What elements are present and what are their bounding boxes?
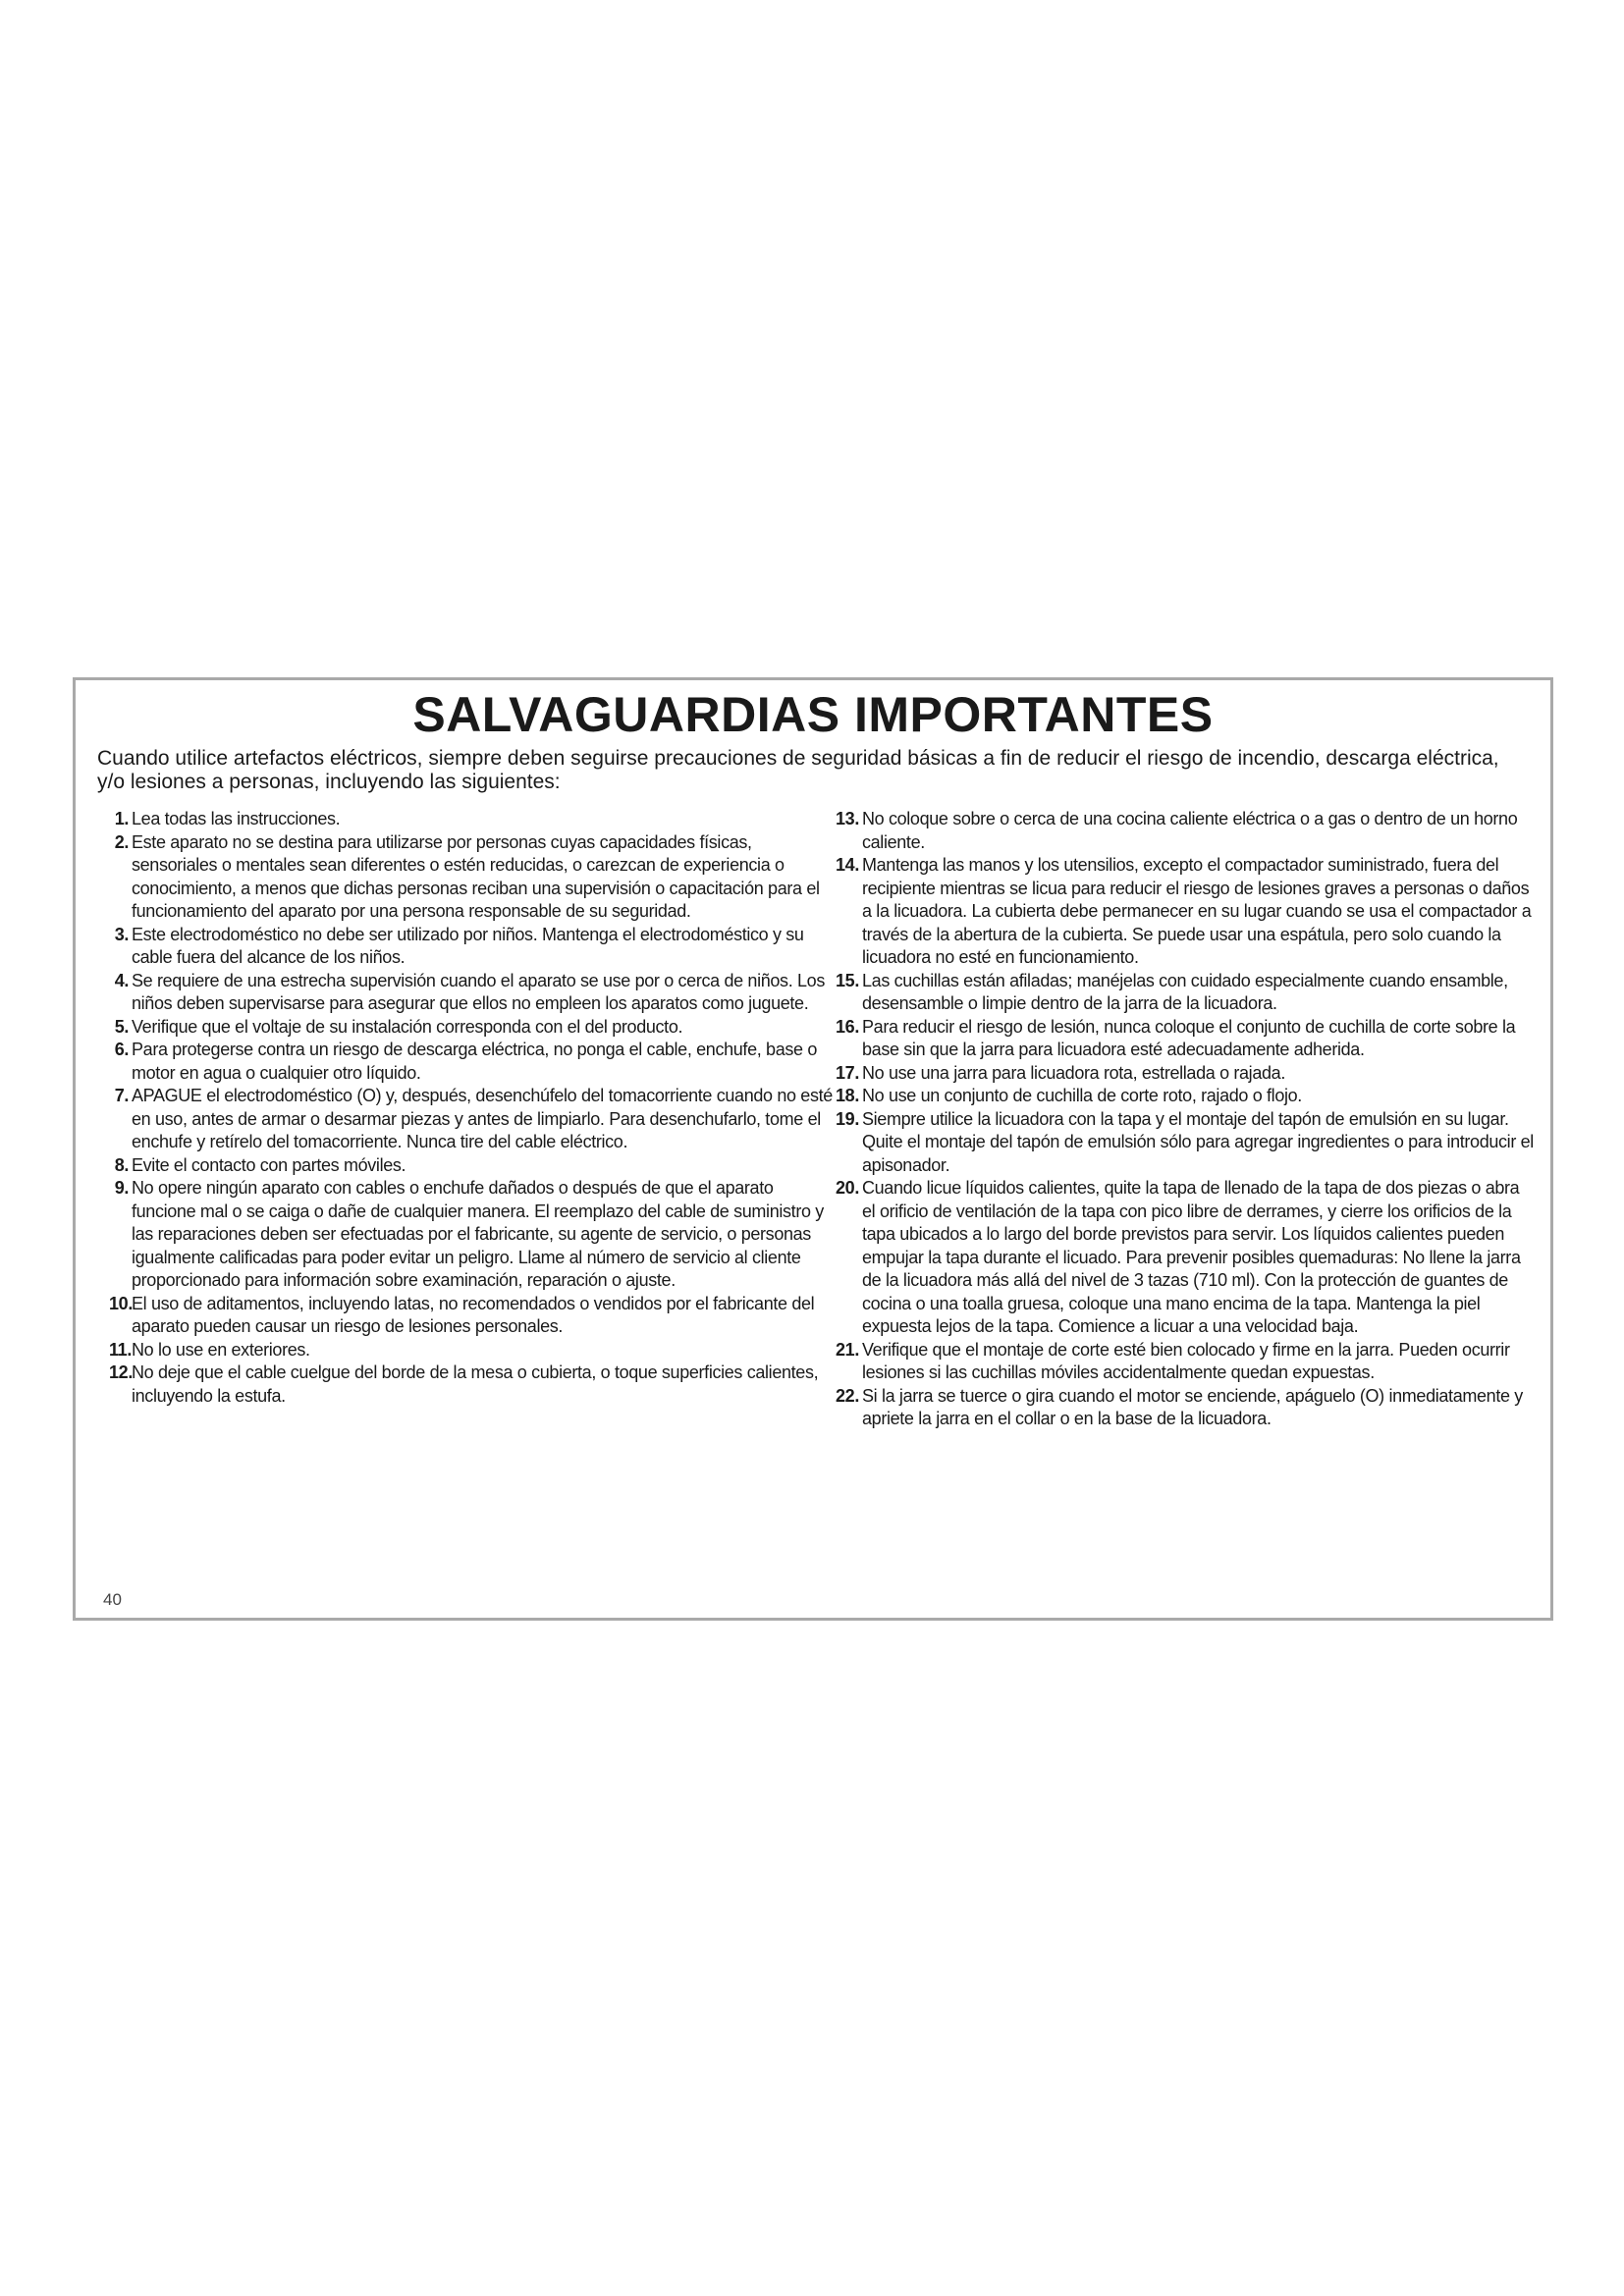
item-text: No use un conjunto de cuchilla de corte roto, rajado o flojo.	[862, 1086, 1302, 1105]
list-item	[109, 1293, 836, 1339]
list-item	[109, 1154, 836, 1178]
item-number: 8.	[114, 1154, 129, 1175]
safety-list-left	[109, 808, 836, 1408]
item-text: Verifique que el montaje de corte esté bien colocado y firme en la jarra. Pueden ocurrir lesiones si las cuchillas móviles accidentalmente quedan expuestas.	[862, 1339, 1510, 1382]
item-text: Para protegerse contra un riesgo de descarga eléctrica, no ponga el cable, enchufe, base o motor en agua o cualquier otro líquido.	[132, 1040, 817, 1083]
item-text: Este aparato no se destina para utilizarse por personas cuyas capacidades físicas, sensoriales o mentales sean diferentes o estén reducidas, o carezcan de experiencia o conocimiento, a menos que dichas personas reciban una supervisión o capacitación para el funcionamiento del aparato por una persona responsable de su seguridad.	[132, 831, 820, 921]
list-item	[109, 1177, 836, 1293]
item-number: 1.	[114, 809, 129, 828]
item-number: 4.	[114, 970, 129, 990]
list-item	[832, 1016, 1535, 1062]
item-text: Cuando licue líquidos calientes, quite la tapa de llenado de la tapa de dos piezas o abra el orificio de ventilación de la tapa con pico libre de derrames, y cierre los orificios de la tapa ubicados a lo largo del borde previstos para servir. Los líquidos calientes pueden empujar la tapa durante el licuado. Para prevenir posibles quemaduras: No llene la jarra de la licuadora más allá del nivel de 3 tazas (710 ml). Con la protección de guantes de cocina o una toalla gruesa, coloque una mano encima de la tapa. Mantenga la piel expuesta lejos de la tapa. Comience a licuar a una velocidad baja.	[862, 1178, 1521, 1336]
item-text: No use una jarra para licuadora rota, estrellada o rajada.	[862, 1062, 1285, 1083]
list-item	[109, 808, 836, 831]
item-number: 19.	[836, 1108, 859, 1129]
list-item	[832, 1177, 1535, 1339]
list-item	[832, 854, 1535, 970]
item-number: 18.	[836, 1086, 859, 1105]
safeguards-panel	[73, 677, 1553, 1621]
list-item	[832, 1339, 1535, 1385]
list-item	[109, 831, 836, 924]
list-item	[109, 1339, 836, 1362]
item-number: 9.	[114, 1178, 129, 1198]
list-item	[109, 1362, 836, 1408]
item-number: 5.	[114, 1016, 129, 1037]
item-number: 15.	[836, 970, 859, 990]
page-title: SALVAGUARDIAS IMPORTANTES	[412, 687, 1214, 742]
item-number: 13.	[836, 809, 859, 828]
item-number: 22.	[836, 1385, 859, 1406]
item-number: 14.	[836, 855, 859, 875]
item-number: 11.	[109, 1339, 132, 1360]
item-text: APAGUE el electrodoméstico (O) y, después, desenchúfelo del tomacorriente cuando no esté en uso, antes de armar o desarmar piezas y antes de limpiarlo. Para desenchufarlo, tome el enchufe y retírelo del tomacorriente. Nunca tire del cable eléctrico.	[132, 1086, 833, 1151]
item-text: No coloque sobre o cerca de una cocina caliente eléctrica o a gas o dentro de un horno caliente.	[862, 809, 1518, 852]
item-text: No deje que el cable cuelgue del borde de la mesa o cubierta, o toque superficies calientes, incluyendo la estufa.	[132, 1362, 819, 1406]
list-item	[832, 970, 1535, 1016]
list-item	[109, 1039, 836, 1085]
item-text: Siempre utilice la licuadora con la tapa y el montaje del tapón de emulsión en su lugar. Quite el montaje del tapón de emulsión sólo para agregar ingredientes o para introducir el apisonador.	[862, 1108, 1534, 1175]
safety-list-right	[832, 808, 1535, 1431]
item-number: 2.	[114, 831, 129, 852]
item-text: Evite el contacto con partes móviles.	[132, 1154, 406, 1175]
list-item	[109, 1085, 836, 1154]
item-text: Este electrodoméstico no debe ser utilizado por niños. Mantenga el electrodoméstico y su cable fuera del alcance de los niños.	[132, 924, 804, 967]
list-item	[832, 1062, 1535, 1086]
item-text: No lo use en exteriores.	[132, 1339, 310, 1360]
list-item	[109, 1016, 836, 1040]
item-number: 21.	[836, 1339, 859, 1360]
item-text: Si la jarra se tuerce o gira cuando el motor se enciende, apáguelo (O) inmediatamente y apriete la jarra en el collar o en la base de la licuadora.	[862, 1385, 1523, 1428]
list-item	[832, 1085, 1535, 1108]
item-number: 7.	[114, 1086, 129, 1105]
item-text: No opere ningún aparato con cables o enchufe dañados o después de que el aparato funcione mal o se caiga o dañe de cualquier manera. El reemplazo del cable de suministro y las reparaciones deben ser efectuadas por el fabricante, su agente de servicio, o personas igualmente calificadas para poder evitar un peligro. Llame al número de servicio al cliente proporcionado para información sobre examinación, reparación o ajuste.	[132, 1178, 824, 1290]
item-number: 16.	[836, 1016, 859, 1037]
list-item	[832, 1385, 1535, 1431]
item-text: Verifique que el voltaje de su instalación corresponda con el del producto.	[132, 1016, 683, 1037]
item-number: 17.	[836, 1062, 859, 1083]
item-number: 3.	[114, 924, 129, 944]
list-item	[832, 808, 1535, 854]
item-text: Mantenga las manos y los utensilios, excepto el compactador suministrado, fuera del recipiente mientras se licua para reducir el riesgo de lesiones graves a personas o daños a la licuadora. La cubierta debe permanecer en su lugar cuando se usa el compactador a través de la abertura de la cubierta. Se puede usar una espátula, pero solo cuando la licuadora no esté en funcionamiento.	[862, 855, 1532, 967]
item-text: Las cuchillas están afiladas; manéjelas con cuidado especialmente cuando ensamble, desensamble o limpie dentro de la jarra de la licuadora.	[862, 970, 1508, 1013]
item-number: 20.	[836, 1178, 859, 1198]
list-item	[832, 1108, 1535, 1178]
item-text: El uso de aditamentos, incluyendo latas, no recomendados o vendidos por el fabricante del aparato pueden causar un riesgo de lesiones personales.	[132, 1293, 815, 1336]
item-number: 10.	[109, 1293, 133, 1313]
page-number: 40	[103, 1590, 122, 1609]
item-text: Lea todas las instrucciones.	[132, 809, 341, 828]
item-number: 12.	[109, 1362, 133, 1382]
item-text: Para reducir el riesgo de lesión, nunca coloque el conjunto de cuchilla de corte sobre la base sin que la jarra para licuadora esté adecuadamente adherida.	[862, 1016, 1516, 1059]
list-item	[109, 924, 836, 970]
item-text: Se requiere de una estrecha supervisión cuando el aparato se use por o cerca de niños. Los niños deben supervisarse para asegurar que ellos no empleen los aparatos como juguete.	[132, 970, 825, 1013]
item-number: 6.	[114, 1040, 129, 1059]
list-item	[109, 970, 836, 1016]
intro-paragraph: Cuando utilice artefactos eléctricos, siempre deben seguirse precauciones de seguridad básicas a fin de reducir el riesgo de incendio, descarga eléctrica, y/o lesiones a personas, incluyendo las siguientes:	[97, 747, 1499, 793]
